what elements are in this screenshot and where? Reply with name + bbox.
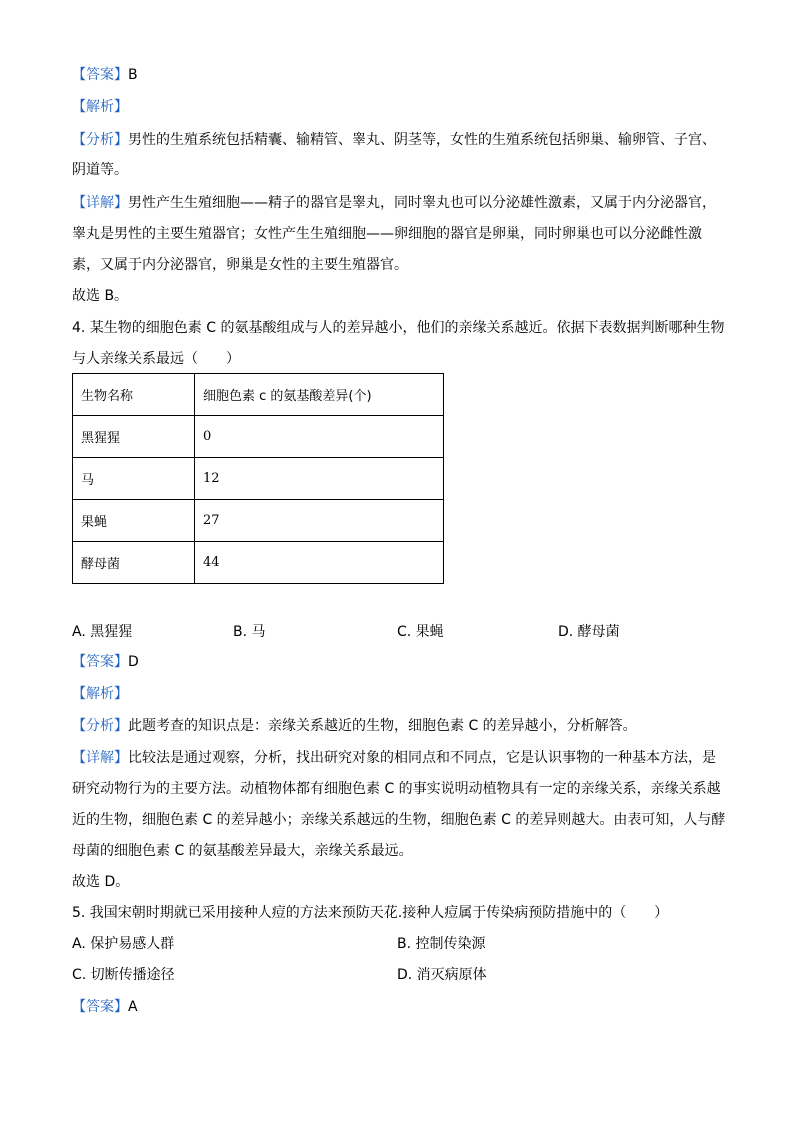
table-header-row	[73, 374, 444, 416]
xiangjie-text: 男性产生生殖细胞——精子的器官是睾丸，同时睾丸也可以分泌雄性激素，又属于内分泌器官，	[128, 195, 716, 211]
organism-cell: 果蝇	[73, 500, 195, 542]
q4-fenxi-line1	[72, 716, 637, 736]
organism-cell: 马	[73, 458, 195, 500]
q3-xiangjie-line1	[72, 193, 716, 213]
table-row	[73, 458, 444, 500]
xiangjie-text: 比较法是通过观察，分析，找出研究对象的相同点和不同点，它是认识事物的一种基本方法，是	[128, 750, 716, 766]
table-row	[73, 500, 444, 542]
q3-answer-line	[72, 65, 138, 85]
q3-xiangjie-line3: 素，又属于内分泌器官，卵巢是女性的主要生殖器官。	[72, 257, 408, 273]
q4-xiangjie-line1	[72, 748, 716, 768]
q5-option-c: C. 切断传播途径	[72, 967, 175, 983]
fenxi-label: 【分析】	[72, 132, 128, 148]
difference-cell: 0	[195, 416, 444, 458]
q5-option-b: B. 控制传染源	[397, 936, 486, 952]
cytochrome-table	[72, 373, 444, 584]
q4-answer-line	[72, 652, 139, 672]
q5-stem-line1: 5. 我国宋朝时期就已采用接种人痘的方法来预防天花.接种人痘属于传染病预防措施中的（ ）	[72, 905, 669, 921]
difference-cell: 27	[195, 500, 444, 542]
table-header-cell: 生物名称	[73, 374, 195, 416]
table-header-cell: 细胞色素 c 的氨基酸差异(个)	[195, 374, 444, 416]
fenxi-text: 男性的生殖系统包括精囊、输精管、睾丸、阴茎等，女性的生殖系统包括卵巢、输卵管、子宫、	[128, 132, 716, 148]
q4-option-b: B. 马	[233, 624, 266, 640]
answer-label: 【答案】	[72, 67, 128, 83]
q4-xiangjie-line4: 母菌的细胞色素 C 的氨基酸差异最大，亲缘关系最远。	[72, 843, 413, 859]
organism-cell: 黑猩猩	[73, 416, 195, 458]
q4-conclusion: 故选 D。	[72, 874, 130, 890]
q3-conclusion: 故选 B。	[72, 288, 129, 304]
q4-xiangjie-line2: 研究动物行为的主要方法。动植物体都有细胞色素 C 的事实说明动植物具有一定的亲缘关系，亲缘关系越	[72, 781, 721, 797]
answer-label: 【答案】	[72, 999, 128, 1015]
q4-analysis-label: 【解析】	[72, 686, 128, 702]
fenxi-text: 此题考查的知识点是：亲缘关系越近的生物，细胞色素 C 的差异越小，分析解答。	[128, 718, 637, 734]
q3-xiangjie-line2: 睾丸是男性的主要生殖器官；女性产生生殖细胞——卵细胞的器官是卵巢，同时卵巢也可以分泌雌性激	[72, 226, 702, 242]
q4-option-d: D. 酵母菌	[558, 624, 620, 640]
table-row	[73, 542, 444, 584]
xiangjie-label: 【详解】	[72, 750, 128, 766]
q5-option-a: A. 保护易感人群	[72, 936, 175, 952]
organism-cell: 酵母菌	[73, 542, 195, 584]
q4-stem-line2: 与人亲缘关系最远（ ）	[72, 351, 240, 367]
q5-answer-line	[72, 997, 138, 1017]
q3-analysis-label: 【解析】	[72, 99, 128, 115]
q4-option-a: A. 黑猩猩	[72, 624, 133, 640]
q4-option-c: C. 果蝇	[397, 624, 444, 640]
answer-label: 【答案】	[72, 654, 128, 670]
answer-value: D	[128, 654, 139, 670]
answer-value: B	[128, 67, 138, 83]
q5-option-d: D. 消灭病原体	[397, 967, 487, 983]
q4-stem-line1: 4. 某生物的细胞色素 C 的氨基酸组成与人的差异越小，他们的亲缘关系越近。依据下表数据判断哪种生物	[72, 320, 725, 336]
answer-value: A	[128, 999, 138, 1015]
difference-cell: 12	[195, 458, 444, 500]
difference-cell: 44	[195, 542, 444, 584]
fenxi-label: 【分析】	[72, 718, 128, 734]
q3-fenxi-line1	[72, 130, 716, 150]
q3-fenxi-line2: 阴道等。	[72, 162, 128, 178]
xiangjie-label: 【详解】	[72, 195, 128, 211]
q4-xiangjie-line3: 近的生物，细胞色素 C 的差异越小；亲缘关系越远的生物，细胞色素 C 的差异则越大。由表可知，人与酵	[72, 812, 726, 828]
table-row	[73, 416, 444, 458]
